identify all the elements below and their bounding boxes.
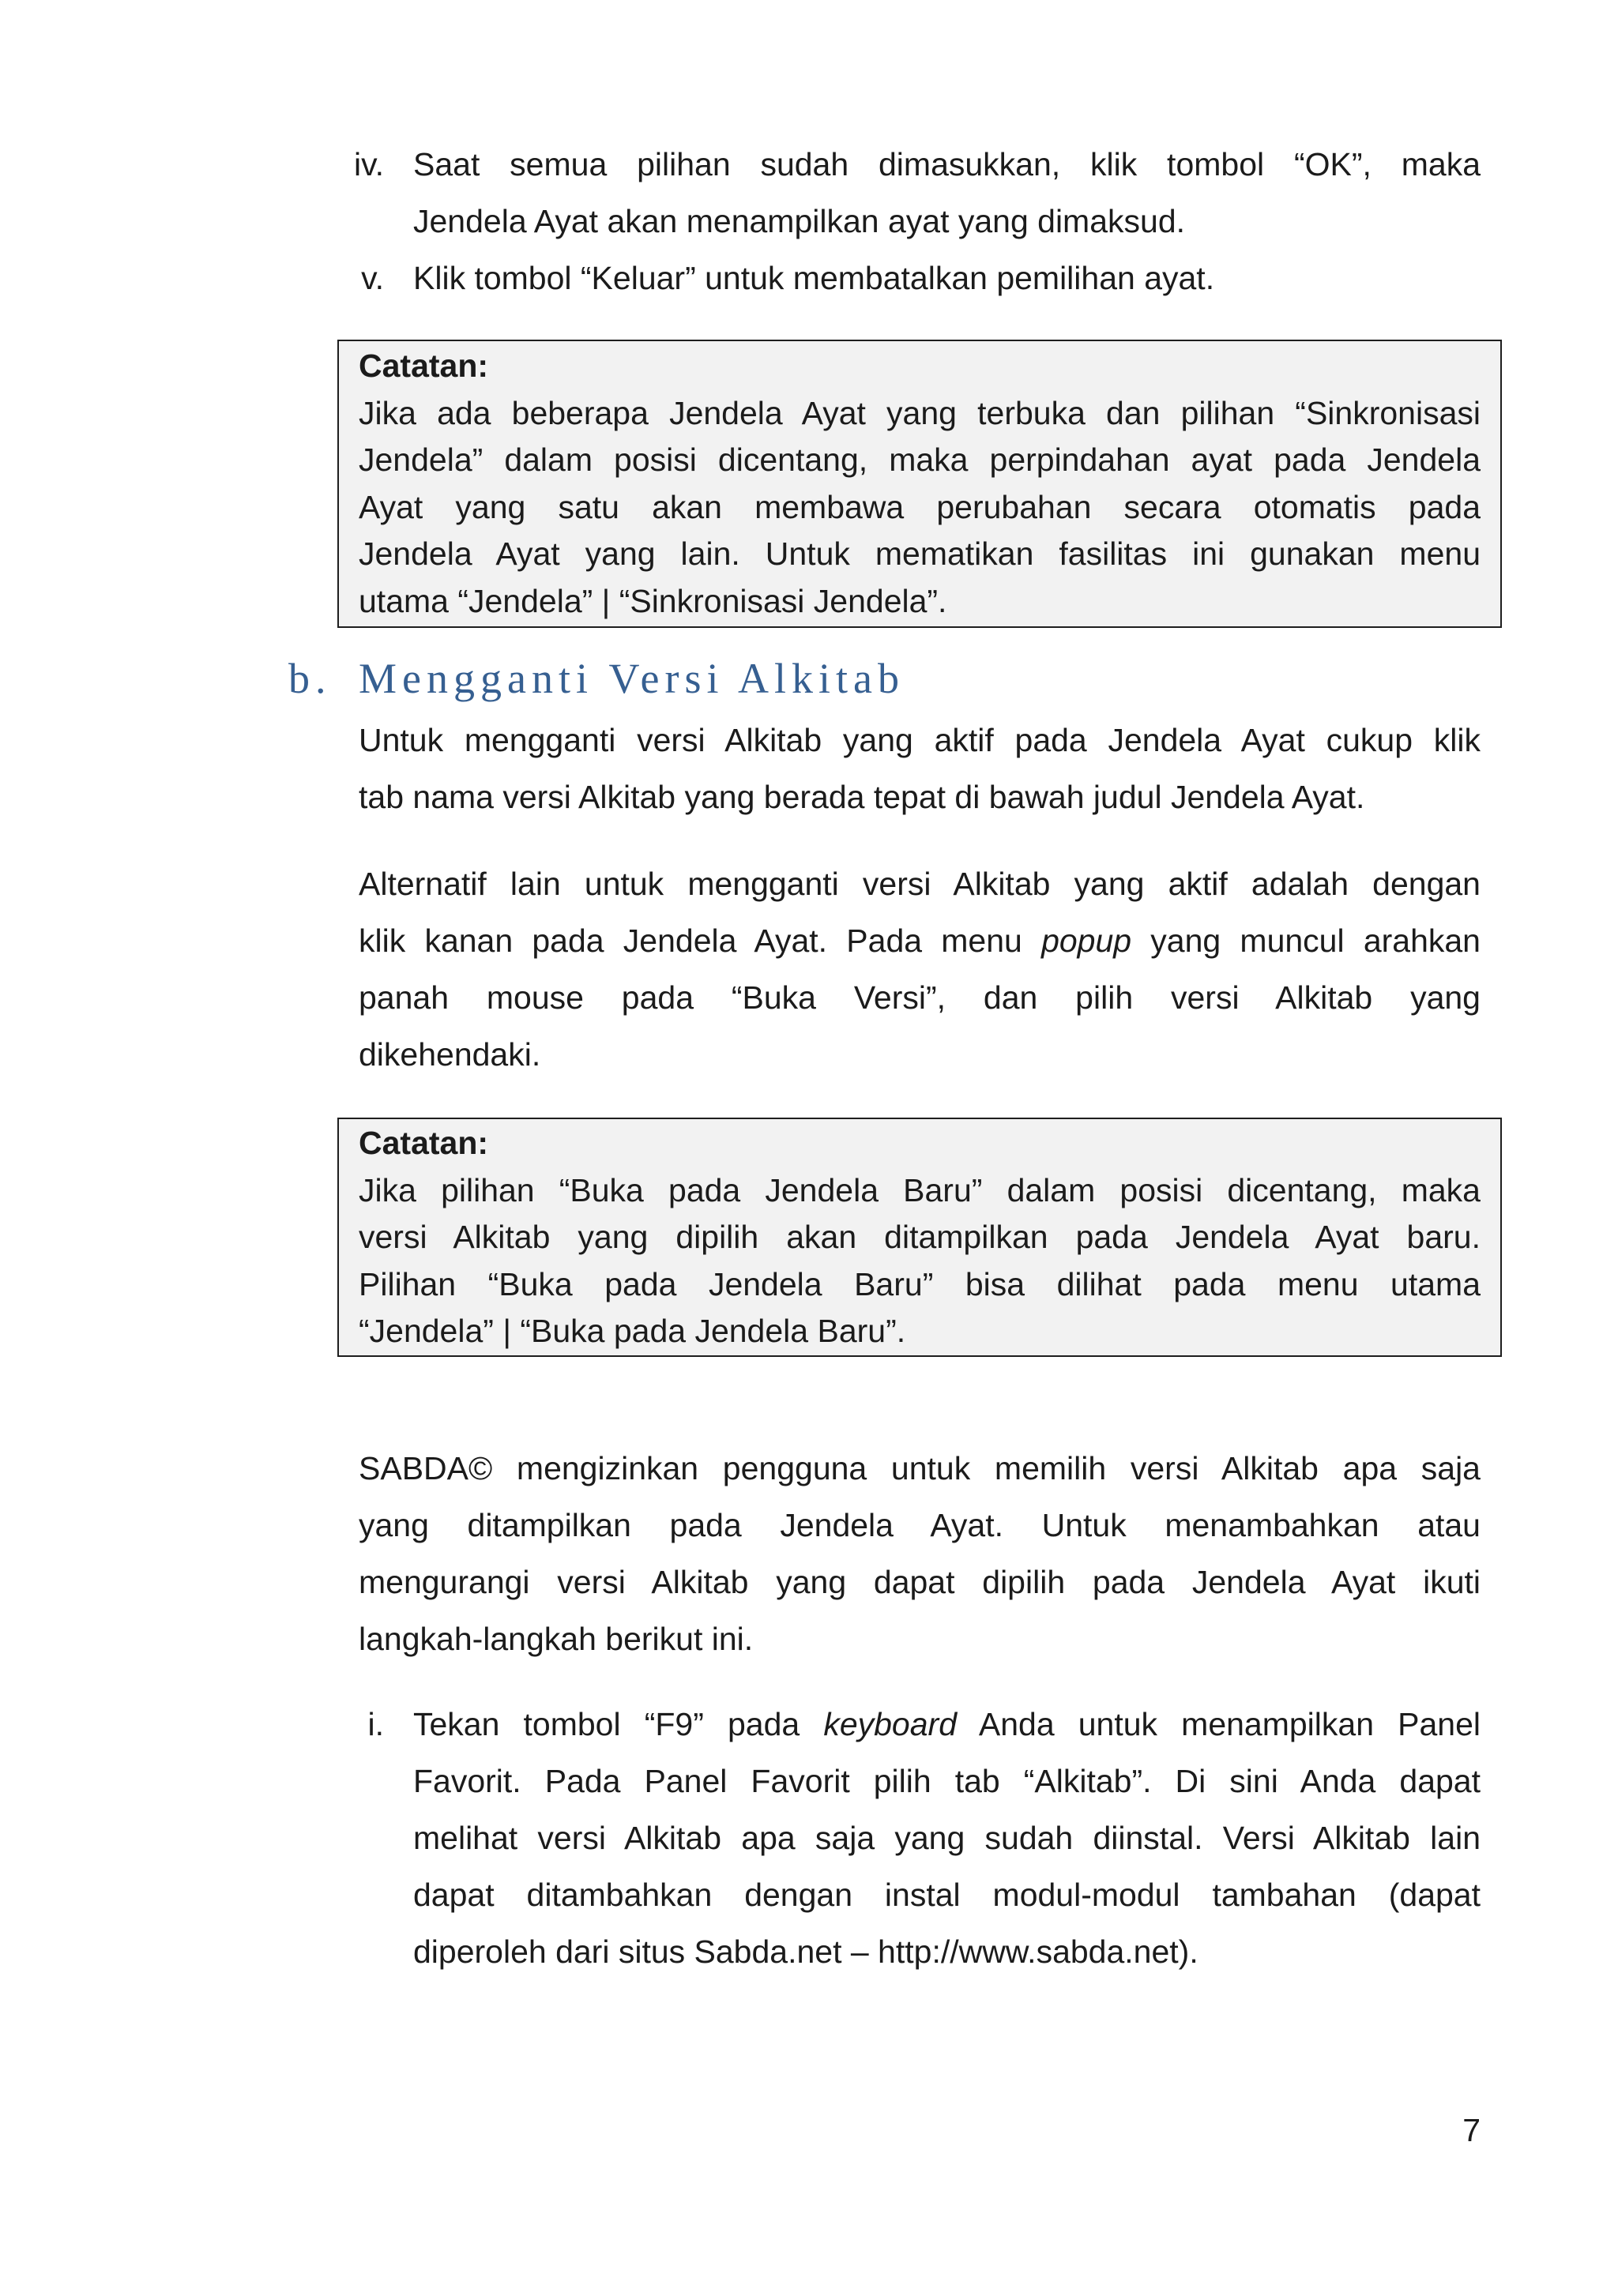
text-line: utama “Jendela” | “Sinkronisasi Jendela”. xyxy=(359,582,947,619)
paragraph xyxy=(359,855,1481,1083)
note-label: Catatan: xyxy=(359,348,489,384)
paragraph xyxy=(359,712,1481,825)
text-segment: yang muncul arahkan xyxy=(1131,923,1481,959)
italic-term: popup xyxy=(1041,923,1132,959)
steps-list-bottom xyxy=(367,1696,1481,1980)
page-number: 7 xyxy=(1462,2112,1481,2148)
text-line: tab nama versi Alkitab yang berada tepat di bawah judul Jendela Ayat. xyxy=(359,779,1365,815)
text-line: Jika pilihan “Buka pada Jendela Baru” dalam posisi dicentang, maka xyxy=(359,1171,1481,1208)
section-letter: b. xyxy=(288,655,332,702)
text-segment: Tekan tombol “F9” pada xyxy=(413,1706,824,1742)
text-line: Ayat yang satu akan membawa perubahan secara otomatis pada xyxy=(359,488,1481,525)
section-heading: Mengganti Versi Alkitab xyxy=(359,655,905,702)
note-box-sinkronisasi xyxy=(337,340,1502,628)
list-item-iv xyxy=(354,136,1481,250)
text-line: Untuk mengganti versi Alkitab yang aktif pada Jendela Ayat cukup klik xyxy=(359,722,1481,758)
text-line: langkah-langkah berikut ini. xyxy=(359,1621,754,1657)
text-line: “Jendela” | “Buka pada Jendela Baru”. xyxy=(359,1313,906,1349)
text-line: diperoleh dari situs Sabda.net – http://www.sabda.net). xyxy=(413,1933,1198,1970)
text-line: Jendela Ayat akan menampilkan ayat yang dimaksud. xyxy=(413,203,1186,239)
text-segment: klik kanan pada Jendela Ayat. Pada menu xyxy=(359,923,1042,959)
text-line: Jendela Ayat yang lain. Untuk mematikan fasilitas ini gunakan menu xyxy=(359,535,1481,572)
text-line: Klik tombol “Keluar” untuk membatalkan pemilihan ayat. xyxy=(413,260,1215,296)
text-line: dapat ditambahkan dengan instal modul-modul tambahan (dapat xyxy=(413,1877,1481,1913)
text-line xyxy=(413,1696,1481,1753)
text-line: SABDA© mengizinkan pengguna untuk memilih versi Alkitab apa saja xyxy=(359,1450,1481,1486)
text-line: Alternatif lain untuk mengganti versi Alkitab yang aktif adalah dengan xyxy=(359,866,1481,902)
steps-list-top xyxy=(354,136,1481,306)
text-line: mengurangi versi Alkitab yang dapat dipilih pada Jendela Ayat ikuti xyxy=(359,1564,1481,1600)
text-line: panah mouse pada “Buka Versi”, dan pilih versi Alkitab yang xyxy=(359,979,1481,1016)
text-line: yang ditampilkan pada Jendela Ayat. Untuk menambahkan atau xyxy=(359,1507,1481,1543)
text-line: melihat versi Alkitab apa saja yang sudah diinstal. Versi Alkitab lain xyxy=(413,1820,1481,1856)
paragraph xyxy=(359,1440,1481,1667)
text-line xyxy=(359,912,1481,969)
text-line: dikehendaki. xyxy=(359,1036,541,1073)
list-item-i xyxy=(367,1696,1481,1980)
text-line: versi Alkitab yang dipilih akan ditampilkan pada Jendela Ayat baru. xyxy=(359,1219,1481,1255)
list-item-v xyxy=(361,250,1481,306)
text-line: Pilihan “Buka pada Jendela Baru” bisa dilihat pada menu utama xyxy=(359,1265,1481,1302)
note-box-buka-jendela xyxy=(337,1118,1502,1357)
text-line: Jendela” dalam posisi dicentang, maka perpindahan ayat pada Jendela xyxy=(359,442,1481,478)
text-line: Saat semua pilihan sudah dimasukkan, klik tombol “OK”, maka xyxy=(413,146,1481,182)
list-marker: i. xyxy=(367,1706,384,1742)
note-label: Catatan: xyxy=(359,1125,489,1161)
text-line: Jika ada beberapa Jendela Ayat yang terbuka dan pilihan “Sinkronisasi xyxy=(359,394,1481,431)
text-segment: Anda untuk menampilkan Panel xyxy=(957,1706,1481,1742)
list-marker: v. xyxy=(361,260,384,296)
italic-term: keyboard xyxy=(823,1706,957,1742)
list-marker: iv. xyxy=(354,146,384,182)
text-line: Favorit. Pada Panel Favorit pilih tab “Alkitab”. Di sini Anda dapat xyxy=(413,1763,1481,1799)
